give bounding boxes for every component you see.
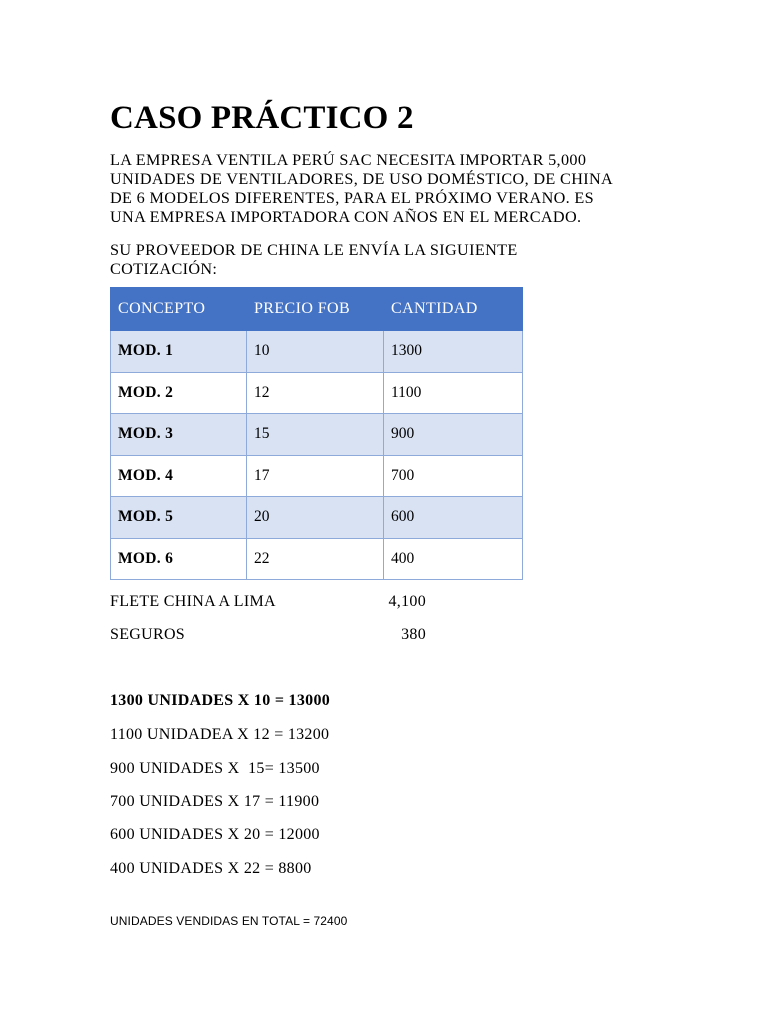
calculation-line: 400 UNIDADES X 22 = 8800 bbox=[110, 860, 312, 877]
cell-cantidad: 1100 bbox=[384, 372, 523, 414]
calculation-line: 600 UNIDADES X 20 = 12000 bbox=[110, 826, 320, 843]
cell-cantidad: 400 bbox=[384, 538, 523, 580]
cell-precio-fob: 12 bbox=[247, 372, 384, 414]
cell-precio-fob: 22 bbox=[247, 538, 384, 580]
table-row bbox=[111, 372, 523, 414]
calculation-line: 1300 UNIDADES X 10 = 13000 bbox=[110, 692, 331, 709]
header-concepto: CONCEPTO bbox=[111, 288, 247, 331]
cell-concepto: MOD. 6 bbox=[111, 538, 247, 580]
table-header-row bbox=[111, 288, 523, 331]
table-row bbox=[111, 414, 523, 456]
cell-concepto: MOD. 2 bbox=[111, 372, 247, 414]
cell-concepto: MOD. 3 bbox=[111, 414, 247, 456]
calculation-line: 900 UNIDADES X 15= 13500 bbox=[110, 760, 320, 777]
cell-cantidad: 700 bbox=[384, 455, 523, 497]
quotation-table bbox=[110, 287, 523, 580]
table-row bbox=[111, 497, 523, 539]
cell-cantidad: 600 bbox=[384, 497, 523, 539]
insurance-value: 380 bbox=[401, 626, 426, 643]
freight-label: FLETE CHINA A LIMA bbox=[110, 593, 276, 610]
cell-precio-fob: 10 bbox=[247, 331, 384, 373]
cell-precio-fob: 15 bbox=[247, 414, 384, 456]
cell-concepto: MOD. 5 bbox=[111, 497, 247, 539]
page-title: CASO PRÁCTICO 2 bbox=[110, 100, 414, 136]
insurance-label: SEGUROS bbox=[110, 626, 186, 643]
cell-precio-fob: 20 bbox=[247, 497, 384, 539]
freight-value: 4,100 bbox=[388, 593, 426, 610]
cell-precio-fob: 17 bbox=[247, 455, 384, 497]
freight-line bbox=[110, 593, 426, 613]
cell-concepto: MOD. 4 bbox=[111, 455, 247, 497]
table-row bbox=[111, 538, 523, 580]
supplier-paragraph: SU PROVEEDOR DE CHINA LE ENVÍA LA SIGUIENTE COTIZACIÓN: bbox=[110, 241, 518, 278]
intro-paragraph: LA EMPRESA VENTILA PERÚ SAC NECESITA IMPORTAR 5,000 UNIDADES DE VENTILADORES, DE USO DOMÉSTICO, DE CHINA DE 6 MODELOS DIFERENTES, PARA EL PRÓXIMO VERANO. ES UNA EMPRESA IMPORTADORA CON AÑOS EN EL MERCADO. bbox=[110, 151, 614, 226]
table-row bbox=[111, 331, 523, 373]
calculation-line: 1100 UNIDADEA X 12 = 13200 bbox=[110, 726, 330, 743]
header-precio-fob: PRECIO FOB bbox=[247, 288, 384, 331]
table-row bbox=[111, 455, 523, 497]
cell-concepto: MOD. 1 bbox=[111, 331, 247, 373]
total-units-line: UNIDADES VENDIDAS EN TOTAL = 72400 bbox=[110, 914, 348, 928]
cell-cantidad: 900 bbox=[384, 414, 523, 456]
header-cantidad: CANTIDAD bbox=[384, 288, 523, 331]
cell-cantidad: 1300 bbox=[384, 331, 523, 373]
calculation-line: 700 UNIDADES X 17 = 11900 bbox=[110, 793, 320, 810]
insurance-line bbox=[110, 626, 426, 646]
